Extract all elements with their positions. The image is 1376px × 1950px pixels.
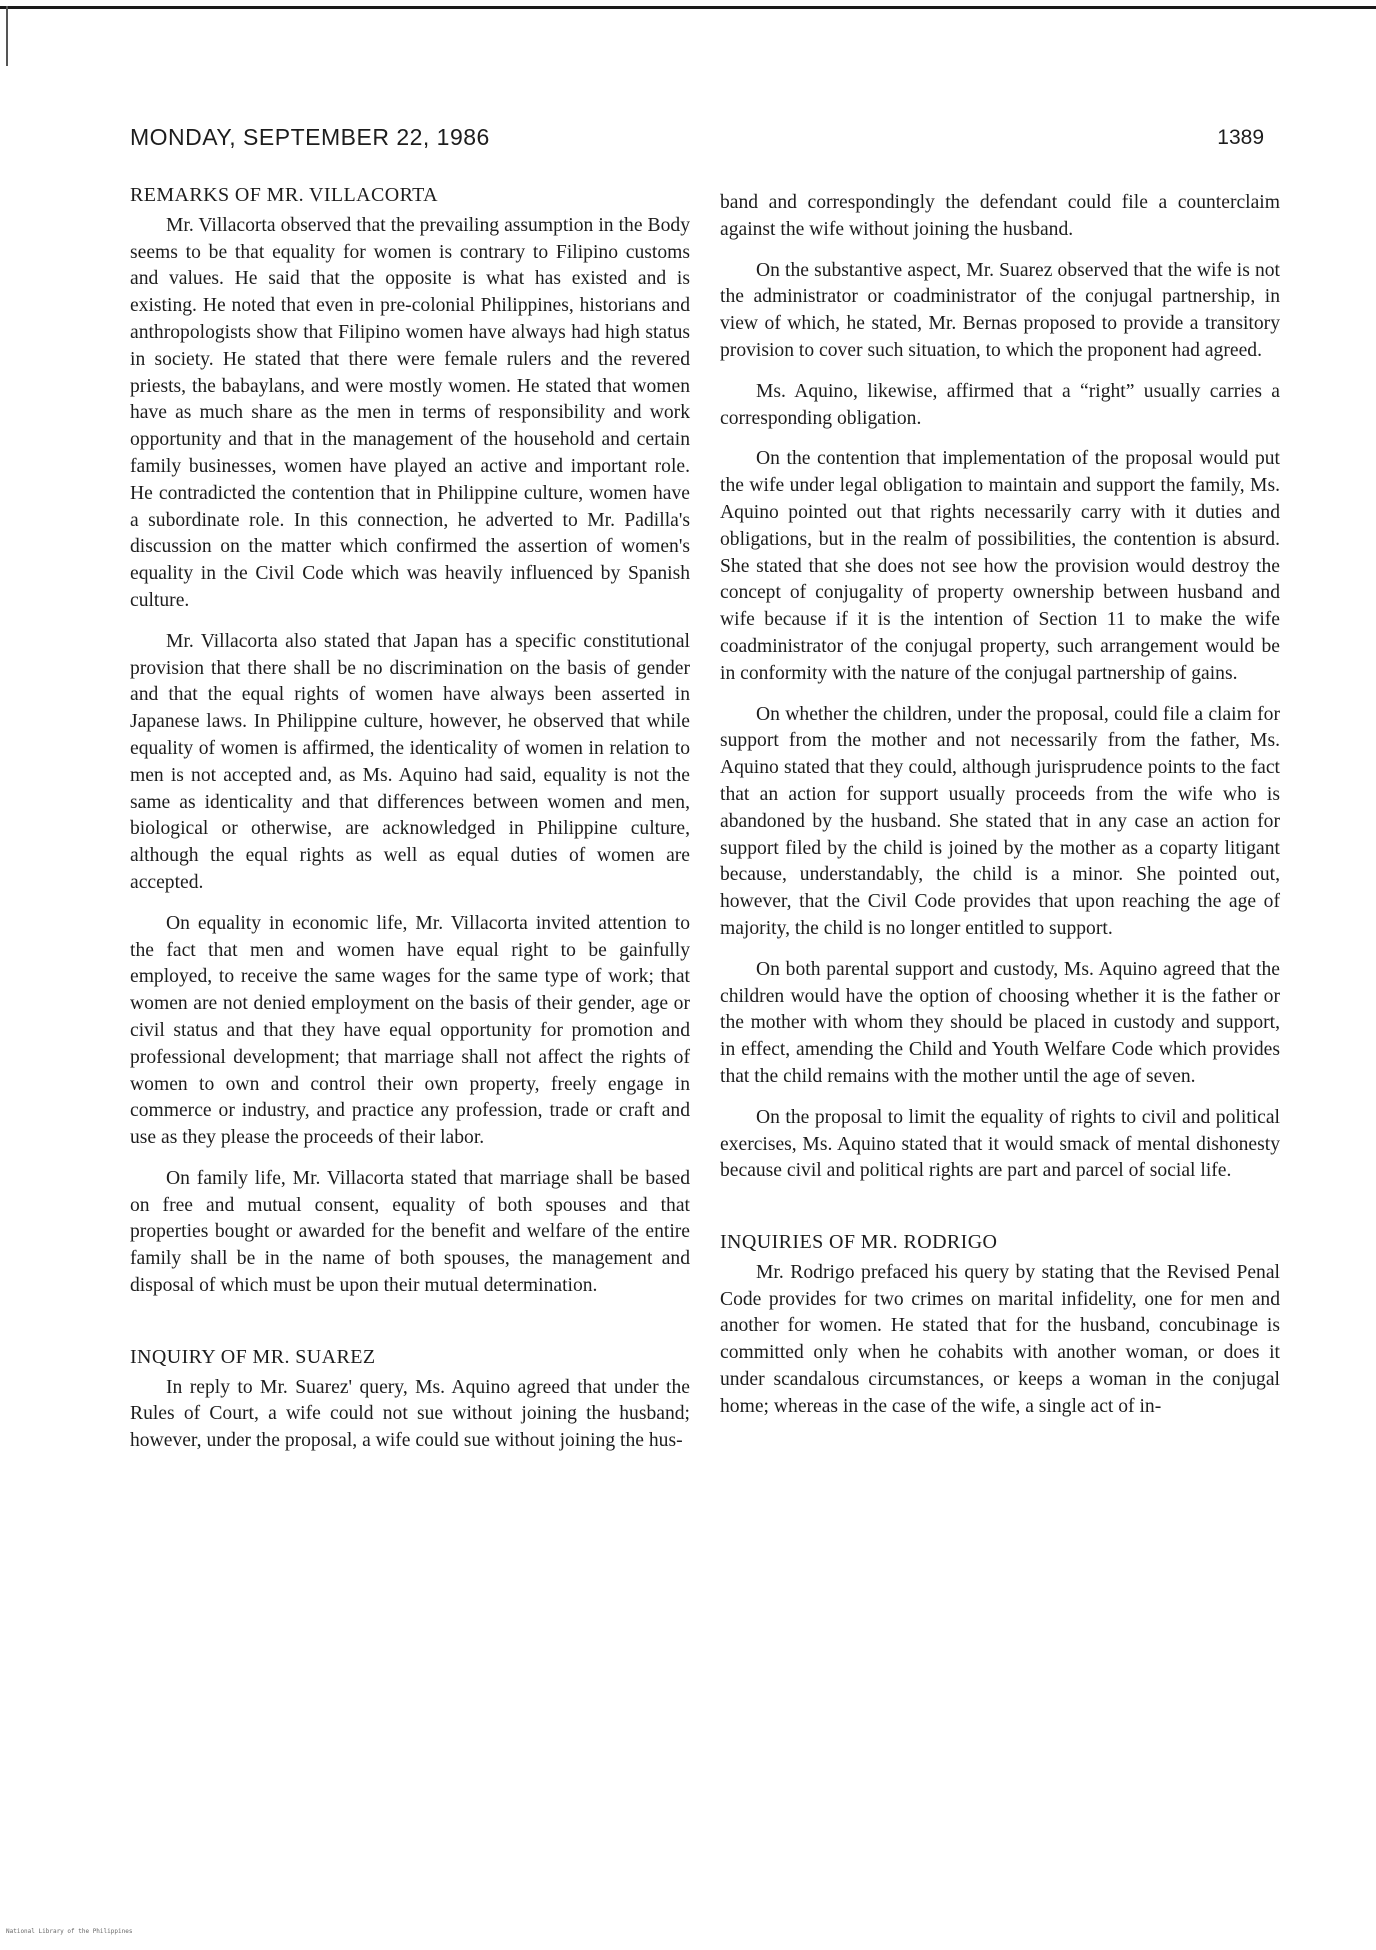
- right-column: [720, 190, 1280, 1435]
- section-title-villacorta: REMARKS OF MR. VILLACORTA: [130, 184, 438, 206]
- paragraph: Ms. Aquino, likewise, affirmed that a “right” usually carries a corresponding obligation.: [720, 380, 1280, 429]
- paragraph: In reply to Mr. Suarez' query, Ms. Aquino agreed that under the Rules of Court, a wife could not sue without joining the husband; however, under the proposal, a wife could sue without joining the hus-: [130, 1376, 690, 1452]
- paragraph: On whether the children, under the proposal, could file a claim for support from the mother and not necessarily from the father, Ms. Aquino stated that they could, although jurisprudence points to the fact that an action for support usually proceeds from the wife who is abandoned by the husband. She stated that in any case an action for support filed by the child is joined by the mother as a coparty litigant because, understandably, the child is a minor. She pointed out, however, that the Civil Code provides that upon reaching the age of majority, the child is no longer entitled to support.: [720, 703, 1280, 939]
- paragraph: Mr. Villacorta also stated that Japan has a specific constitutional provision that there shall be no discrimination on the basis of gender and that the equal rights of women have always been asserted in Japanese laws. In Philippine culture, however, he observed that while equality of women is affirmed, the identicality of women in relation to men is not accepted and, as Ms. Aquino had said, equality is not the same as identicality and that differences between women and men, biological or otherwise, are acknowledged in Philippine culture, although the equal rights as well as equal duties of women are accepted.: [130, 630, 690, 893]
- paragraph: On family life, Mr. Villacorta stated that marriage shall be based on free and mutual consent, equality of both spouses and that properties bought or awarded for the benefit and welfare of the entire family shall be in the name of both spouses, the management and disposal of which must be upon their mutual determination.: [130, 1167, 690, 1297]
- paragraph-continued: band and correspondingly the defendant could file a counterclaim against the wife without joining the husband.: [720, 192, 1280, 240]
- paragraph: On the contention that implementation of the proposal would put the wife under legal obligation to maintain and support the family, Ms. Aquino pointed out that rights necessarily carry with it duties and obligations, but in the realm of possibilities, the contention is absurd. She stated that she does not see how the provision would destroy the concept of conjugality of property ownership between husband and wife because if it is the intention of Section 11 to make the wife coadministrator of the conjugal property, such arrangement would be in conformity with the nature of the conjugal partnership of gains.: [720, 448, 1280, 684]
- page-number: 1389: [1217, 126, 1264, 149]
- paragraph: On both parental support and custody, Ms. Aquino agreed that the children would have the option of choosing whether it is the father or the mother with whom they should be placed in custody and support, in effect, amending the Child and Youth Welfare Code which provides that the child remains with the mother until the age of seven.: [720, 958, 1280, 1087]
- paragraph: On equality in economic life, Mr. Villacorta invited attention to the fact that men and women have equal right to be gainfully employed, to receive the same wages for the same type of work; that women are not denied employment on the basis of their gender, age or civil status and that they have equal opportunity for promotion and professional development; that marriage shall not affect the rights of women to own and control their own property, freely engage in commerce or industry, and practice any profession, trade or craft and use as they please the proceeds of their labor.: [130, 912, 690, 1149]
- top-border-rule: [0, 6, 1376, 9]
- archive-footer-note: National Library of the Philippines: [6, 1928, 133, 1935]
- paragraph: Mr. Villacorta observed that the prevailing assumption in the Body seems to be that equality for women is contrary to Filipino customs and values. He said that the opposite is what has existed and is existing. He noted that even in pre-colonial Philippines, historians and anthropologists show that Filipino women have always had high status in society. He stated that there were female rulers and the revered priests, the babaylans, and were mostly women. He stated that women have as much share as the men in terms of responsibility and work opportunity and that in the management of the household and certain family businesses, women have played an active and important role. He contradicted the contention that in Philippine culture, women have a subordinate role. In this connection, he adverted to Mr. Padilla's discussion on the matter which confirmed the assertion of women's equality in the Civil Code which was heavily influenced by Spanish culture.: [130, 214, 690, 611]
- page-header: [130, 124, 1264, 154]
- paragraph: On the proposal to limit the equality of rights to civil and political exercises, Ms. Aquino stated that it would smack of mental dishonesty because civil and political rights are part and parcel of social life.: [720, 1106, 1280, 1182]
- section-title-suarez: INQUIRY OF MR. SUAREZ: [130, 1345, 376, 1368]
- section-title-rodrigo: INQUIRIES OF MR. RODRIGO: [720, 1231, 998, 1254]
- header-date: MONDAY, SEPTEMBER 22, 1986: [130, 124, 490, 150]
- paragraph: Mr. Rodrigo prefaced his query by stating that the Revised Penal Code provides for two crimes on marital infidelity, one for men and another for women. He stated that for the husband, concubinage is committed only when he cohabits with another woman, or does it under scandalous circumstances, or keeps a woman in the conjugal home; whereas in the case of the wife, a single act of in-: [720, 1261, 1280, 1417]
- left-column: [130, 182, 690, 1469]
- left-border-rule: [6, 6, 8, 66]
- paragraph: On the substantive aspect, Mr. Suarez observed that the wife is not the administrator or coadministrator of the conjugal partnership, in view of which, he stated, Mr. Bernas proposed to provide a transitory provision to cover such situation, to which the proponent had agreed.: [720, 259, 1280, 361]
